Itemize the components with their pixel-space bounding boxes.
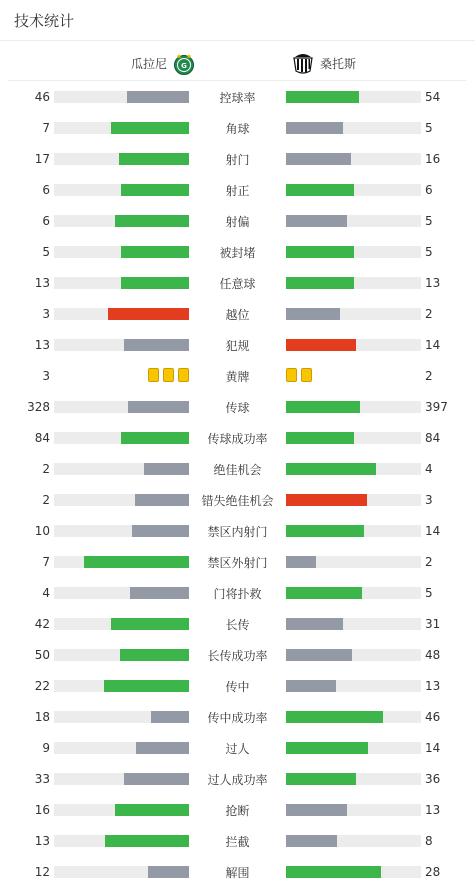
stat-row (0, 360, 475, 391)
stat-label: 禁区外射门 (207, 556, 268, 570)
away-bar-track (286, 556, 421, 568)
home-stat-value: 5 (42, 245, 50, 259)
away-bar-track (286, 463, 421, 475)
home-stat-value: 12 (34, 865, 50, 879)
away-bar-fill (286, 649, 352, 661)
away-stat-value: 13 (425, 803, 441, 817)
home-stat-value: 33 (34, 772, 50, 786)
home-stat-value: 6 (42, 183, 50, 197)
home-stat-value: 84 (34, 431, 50, 445)
home-stat-value: 7 (42, 555, 50, 569)
stat-label: 传球 (225, 401, 250, 415)
home-stat-value: 4 (42, 586, 50, 600)
away-bar-fill (286, 525, 364, 537)
away-stat-value: 5 (425, 214, 433, 228)
home-bar-track (54, 215, 189, 227)
away-bar-fill (286, 587, 362, 599)
away-bar-fill (286, 463, 376, 475)
away-stat-value: 4 (425, 462, 433, 476)
home-bar-fill (127, 91, 189, 103)
away-stat-value: 84 (425, 431, 441, 445)
stat-label: 射正 (225, 184, 250, 198)
home-stat-value: 13 (34, 276, 50, 290)
stat-row (0, 81, 475, 112)
away-bar-track (286, 122, 421, 134)
home-bar-track (54, 866, 189, 878)
away-bar-track (286, 215, 421, 227)
home-bar-fill (121, 246, 189, 258)
home-bar-track (54, 91, 189, 103)
stat-label: 黄牌 (225, 370, 250, 384)
stat-row (0, 577, 475, 608)
away-bar-fill (286, 122, 343, 134)
home-bar-track (54, 122, 189, 134)
stats-header (0, 0, 475, 41)
stats-list (0, 81, 475, 887)
away-stat-value: 14 (425, 338, 441, 352)
stat-row (0, 670, 475, 701)
home-bar-fill (111, 122, 189, 134)
home-bar-track (54, 649, 189, 661)
page-title: 技术统计 (14, 12, 75, 30)
home-bar-track (54, 556, 189, 568)
home-bar-fill (132, 525, 189, 537)
away-bar-fill (286, 773, 356, 785)
away-bar-track (286, 525, 421, 537)
away-bar-fill (286, 835, 337, 847)
away-bar-track (286, 835, 421, 847)
stat-label: 控球率 (219, 91, 256, 105)
stat-row (0, 825, 475, 856)
stat-row (0, 453, 475, 484)
stat-row (0, 298, 475, 329)
svg-text:G: G (181, 62, 187, 70)
away-bar-fill (286, 184, 354, 196)
home-stat-value: 9 (42, 741, 50, 755)
stat-label: 越位 (225, 308, 250, 322)
home-bar-track (54, 680, 189, 692)
away-bar-track (286, 649, 421, 661)
away-bar-track (286, 308, 421, 320)
home-stat-value: 42 (34, 617, 50, 631)
away-stat-value: 54 (425, 90, 441, 104)
stat-row (0, 639, 475, 670)
away-bar-track (286, 711, 421, 723)
home-bar-fill (104, 680, 189, 692)
away-bar-track (286, 618, 421, 630)
yellow-card-icon (286, 368, 297, 382)
away-bar-track (286, 742, 421, 754)
home-bar-track (54, 308, 189, 320)
home-bar-track (54, 246, 189, 258)
away-bar-track (286, 804, 421, 816)
away-stat-value: 13 (425, 276, 441, 290)
home-bar-fill (105, 835, 189, 847)
away-stat-value: 8 (425, 834, 433, 848)
away-stat-value: 2 (425, 307, 433, 321)
away-bar-fill (286, 680, 336, 692)
away-yellow-cards (286, 368, 312, 382)
away-stat-value: 16 (425, 152, 441, 166)
away-bar-track (286, 587, 421, 599)
home-bar-fill (130, 587, 189, 599)
home-bar-track (54, 835, 189, 847)
home-stat-value: 13 (34, 834, 50, 848)
home-stat-value: 6 (42, 214, 50, 228)
stat-label: 射偏 (225, 215, 250, 229)
home-bar-fill (108, 308, 189, 320)
home-team-name: 瓜拉尼 (130, 56, 167, 71)
stat-label: 传中 (225, 680, 250, 694)
home-bar-track (54, 773, 189, 785)
home-bar-fill (135, 494, 189, 506)
away-bar-fill (286, 618, 343, 630)
stat-row (0, 422, 475, 453)
stat-row (0, 112, 475, 143)
away-bar-fill (286, 215, 347, 227)
home-bar-fill (151, 711, 189, 723)
home-bar-track (54, 525, 189, 537)
away-bar-fill (286, 742, 368, 754)
home-bar-track (54, 277, 189, 289)
stat-label: 门将扑救 (213, 587, 262, 601)
away-bar-track (286, 184, 421, 196)
home-stat-value: 10 (34, 524, 50, 538)
away-bar-fill (286, 277, 354, 289)
away-stat-value: 3 (425, 493, 433, 507)
stat-row (0, 143, 475, 174)
home-stat-value: 328 (27, 400, 50, 414)
away-bar-track (286, 866, 421, 878)
away-bar-fill (286, 246, 354, 258)
home-bar-track (54, 184, 189, 196)
home-stat-value: 13 (34, 338, 50, 352)
away-bar-track (286, 153, 421, 165)
away-stat-value: 397 (425, 400, 448, 414)
home-bar-fill (124, 773, 189, 785)
away-stat-value: 13 (425, 679, 441, 693)
away-team[interactable] (291, 51, 356, 75)
away-bar-track (286, 246, 421, 258)
home-bar-track (54, 432, 189, 444)
stat-label: 禁区内射门 (207, 525, 268, 539)
home-bar-fill (120, 649, 189, 661)
stat-label: 拦截 (225, 835, 250, 849)
stat-label: 传中成功率 (207, 711, 268, 725)
yellow-card-icon (178, 368, 189, 382)
stat-label: 解围 (225, 866, 250, 880)
home-bar-track (54, 463, 189, 475)
away-bar-fill (286, 91, 359, 103)
home-yellow-cards (148, 368, 189, 382)
stat-label: 犯规 (225, 339, 250, 353)
home-stat-value: 17 (34, 152, 50, 166)
stat-label: 抢断 (225, 804, 250, 818)
away-team-name: 桑托斯 (320, 56, 357, 71)
home-stat-value: 18 (34, 710, 50, 724)
stat-label: 长传成功率 (207, 649, 268, 663)
stat-label: 错失绝佳机会 (201, 494, 274, 508)
stat-row (0, 391, 475, 422)
home-stat-value: 50 (34, 648, 50, 662)
stat-row (0, 794, 475, 825)
home-stat-value: 3 (42, 307, 50, 321)
home-stat-value: 3 (42, 369, 50, 383)
away-bar-track (286, 91, 421, 103)
away-bar-track (286, 339, 421, 351)
home-bar-fill (121, 432, 189, 444)
home-bar-track (54, 153, 189, 165)
away-bar-fill (286, 494, 367, 506)
away-bar-fill (286, 308, 340, 320)
home-bar-fill (121, 184, 189, 196)
home-bar-track (54, 742, 189, 754)
stat-row (0, 856, 475, 887)
home-stat-value: 16 (34, 803, 50, 817)
away-stat-value: 48 (425, 648, 441, 662)
away-stat-value: 6 (425, 183, 433, 197)
stat-row (0, 701, 475, 732)
home-bar-fill (148, 866, 189, 878)
home-bar-fill (111, 618, 189, 630)
away-bar-fill (286, 401, 360, 413)
home-bar-fill (119, 153, 189, 165)
stat-row (0, 732, 475, 763)
home-bar-fill (128, 401, 189, 413)
home-bar-track (54, 587, 189, 599)
away-bar-track (286, 773, 421, 785)
stat-row (0, 608, 475, 639)
stat-label: 传球成功率 (207, 432, 268, 446)
away-bar-track (286, 432, 421, 444)
stat-row (0, 484, 475, 515)
stat-label: 任意球 (219, 277, 256, 291)
home-bar-track (54, 711, 189, 723)
home-bar-fill (84, 556, 189, 568)
home-bar-fill (124, 339, 189, 351)
guarani-crest-icon (172, 51, 196, 75)
away-bar-fill (286, 804, 347, 816)
away-stat-value: 31 (425, 617, 441, 631)
santos-crest-icon (291, 51, 315, 75)
home-bar-track (54, 494, 189, 506)
stat-row (0, 546, 475, 577)
away-stat-value: 2 (425, 555, 433, 569)
home-stat-value: 2 (42, 493, 50, 507)
stat-row (0, 763, 475, 794)
stat-row (0, 205, 475, 236)
home-bar-fill (144, 463, 189, 475)
away-stat-value: 2 (425, 369, 433, 383)
home-bar-fill (115, 804, 189, 816)
yellow-card-icon (148, 368, 159, 382)
home-bar-fill (115, 215, 189, 227)
yellow-card-icon (163, 368, 174, 382)
away-stat-value: 5 (425, 121, 433, 135)
away-bar-fill (286, 866, 381, 878)
home-team[interactable] (131, 51, 196, 75)
away-bar-fill (286, 556, 316, 568)
away-bar-fill (286, 153, 351, 165)
away-bar-fill (286, 339, 356, 351)
away-bar-track (286, 494, 421, 506)
home-bar-track (54, 618, 189, 630)
away-stat-value: 5 (425, 586, 433, 600)
stat-label: 过人成功率 (207, 773, 268, 787)
yellow-card-icon (301, 368, 312, 382)
away-bar-fill (286, 432, 354, 444)
home-bar-track (54, 804, 189, 816)
away-stat-value: 14 (425, 524, 441, 538)
stat-label: 角球 (225, 122, 250, 136)
stat-row (0, 515, 475, 546)
home-bar-fill (136, 742, 189, 754)
away-stat-value: 46 (425, 710, 441, 724)
away-bar-track (286, 401, 421, 413)
stat-label: 被封堵 (219, 246, 256, 260)
teams-header (8, 41, 466, 81)
home-stat-value: 7 (42, 121, 50, 135)
stat-label: 射门 (225, 153, 250, 167)
stat-label: 过人 (225, 742, 250, 756)
stat-label: 绝佳机会 (213, 463, 262, 477)
away-bar-track (286, 277, 421, 289)
away-bar-track (286, 680, 421, 692)
stat-row (0, 329, 475, 360)
stat-label: 长传 (225, 618, 250, 632)
stat-row (0, 236, 475, 267)
away-stat-value: 14 (425, 741, 441, 755)
home-stat-value: 22 (34, 679, 50, 693)
away-stat-value: 28 (425, 865, 441, 879)
away-bar-fill (286, 711, 383, 723)
home-bar-track (54, 401, 189, 413)
home-stat-value: 2 (42, 462, 50, 476)
stat-row (0, 174, 475, 205)
home-bar-track (54, 339, 189, 351)
home-bar-fill (121, 277, 189, 289)
stat-row (0, 267, 475, 298)
away-stat-value: 36 (425, 772, 441, 786)
away-stat-value: 5 (425, 245, 433, 259)
home-stat-value: 46 (34, 90, 50, 104)
